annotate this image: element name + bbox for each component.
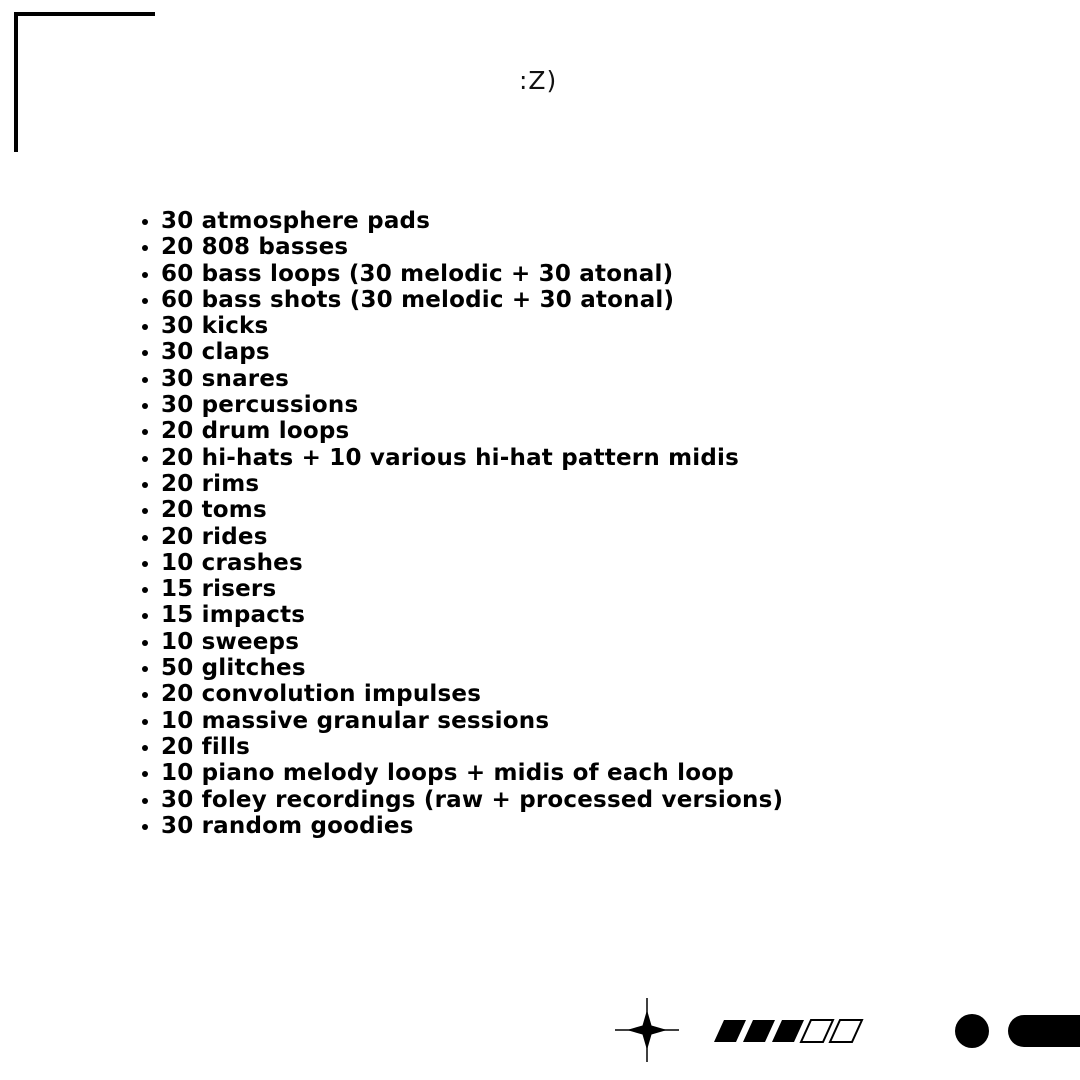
- stripe-empty: [830, 1020, 862, 1042]
- stripe-progress-icon: [712, 1018, 868, 1044]
- list-item: • 60 bass shots (30 melodic + 30 atonal): [161, 287, 783, 313]
- list-item: • 30 kicks: [161, 313, 783, 339]
- dot-icon: [955, 1014, 989, 1048]
- list-item: • 20 rims: [161, 471, 783, 497]
- stripe-empty: [801, 1020, 833, 1042]
- list-item: • 20 hi-hats + 10 various hi-hat pattern midis: [161, 445, 783, 471]
- list-item: • 20 rides: [161, 524, 783, 550]
- list-item: • 30 random goodies: [161, 813, 783, 839]
- pill-icon: [1008, 1015, 1080, 1047]
- list-item: • 15 impacts: [161, 602, 783, 628]
- stripe-filled: [772, 1020, 804, 1042]
- list-item: • 10 piano melody loops + midis of each loop: [161, 760, 783, 786]
- list-item: • 20 drum loops: [161, 418, 783, 444]
- list-item: • 30 atmosphere pads: [161, 208, 783, 234]
- list-item: • 15 risers: [161, 576, 783, 602]
- stripe-filled: [743, 1020, 775, 1042]
- list-item: • 10 massive granular sessions: [161, 708, 783, 734]
- list-item: • 60 bass loops (30 melodic + 30 atonal): [161, 261, 783, 287]
- list-item: • 10 sweeps: [161, 629, 783, 655]
- list-item: • 30 percussions: [161, 392, 783, 418]
- list-item: • 20 808 basses: [161, 234, 783, 260]
- four-point-star-icon: [613, 996, 681, 1064]
- list-item: • 30 foley recordings (raw + processed versions): [161, 787, 783, 813]
- list-item: • 20 convolution impulses: [161, 681, 783, 707]
- list-item: • 30 snares: [161, 366, 783, 392]
- list-item: • 10 crashes: [161, 550, 783, 576]
- list-item: • 50 glitches: [161, 655, 783, 681]
- list-item: • 30 claps: [161, 339, 783, 365]
- list-item: • 20 toms: [161, 497, 783, 523]
- corner-bracket-decoration: [14, 12, 155, 152]
- stripe-filled: [714, 1020, 746, 1042]
- contents-list: [120, 208, 783, 839]
- logo-text: :Z): [519, 66, 558, 95]
- list-item: • 20 fills: [161, 734, 783, 760]
